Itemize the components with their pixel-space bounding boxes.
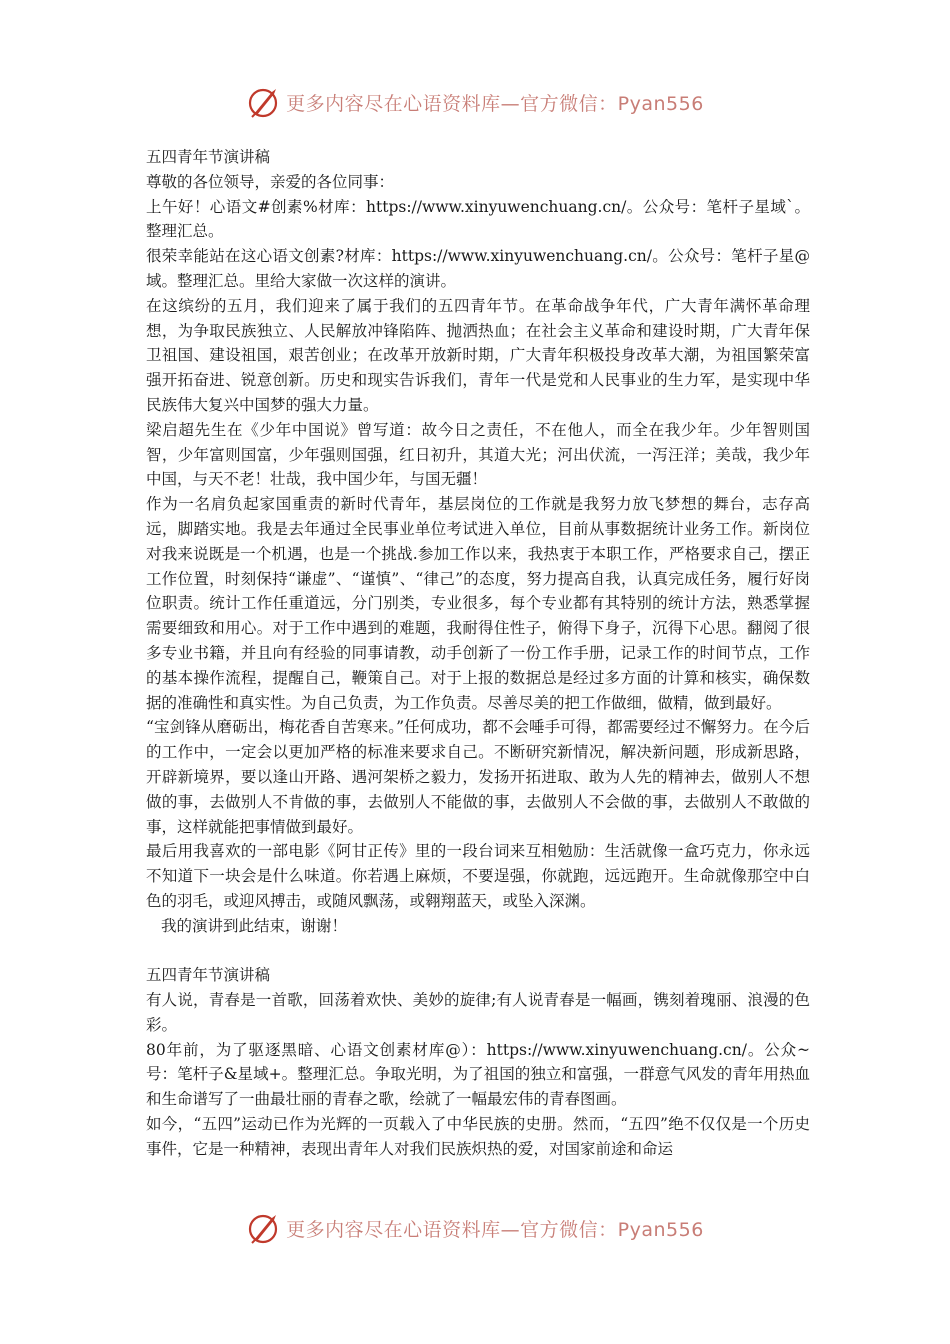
document-body bbox=[146, 145, 810, 1162]
quill-logo-icon bbox=[246, 84, 282, 120]
section-divider bbox=[146, 939, 810, 964]
paragraph: 梁启超先生在《少年中国说》曾写道：故今日之责任，不在他人，而全在我少年。少年智则国智，少年富则国富，少年强则国强，红日初升，其道大光；河出伏流，一泻汪洋；美哉，我少年中国，与天不老！壮哉，我中国少年，与国无疆！ bbox=[146, 420, 810, 489]
paragraph: 80年前，为了驱逐黑暗、心语文创素材库@）：https://www.xinyuwenchuang.cn/。公众~号：笔杆子&星域+。整理汇总。争取光明，为了祖国的独立和富强，一群意气风发的青年用热血和生命谱写了一曲最壮丽的青春之歌，绘就了一幅最宏伟的青春图画。 bbox=[146, 1040, 810, 1109]
paragraph: 很荣幸能站在这心语文创素?材库：https://www.xinyuwenchuang.cn/。公众号：笔杆子星@域。整理汇总。里给大家做一次这样的演讲。 bbox=[146, 247, 810, 290]
paragraph: 上午好！心语文#创素%材库：https://www.xinyuwenchuang.cn/。公众号：笔杆子星域`。整理汇总。 bbox=[146, 197, 810, 241]
paragraph: 如今，“五四”运动已作为光辉的一页载入了中华民族的史册。然而，“五四”绝不仅仅是一个历史事件，它是一种精神，表现出青年人对我们民族炽热的爱，对国家前途和命运 bbox=[146, 1115, 810, 1158]
paragraph: 尊敬的各位领导，亲爱的各位同事： bbox=[146, 172, 395, 191]
paragraph: 作为一名肩负起家国重责的新时代青年，基层岗位的工作就是我努力放飞梦想的舞台，志存高远，脚踏实地。我是去年通过全民事业单位考试进入单位，目前从事数据统计业务工作。新岗位对我来说既是一个机遇，也是一个挑战.参加工作以来，我热衷于本职工作，严格要求自己，摆正工作位置，时刻保持“谦虚”、“谨慎”、“律己”的态度，努力提高自我，认真完成任务，履行好岗位职责。统计工作任重道远，分门别类，专业很多，每个专业都有其特别的统计方法，熟悉掌握需要细致和用心。对于工作中遇到的难题，我耐得住性子，俯得下身子，沉得下心思。翻阅了很多专业书籍，并且向有经验的同事请教，动手创新了一份工作手册，记录工作的时间节点，工作的基本操作流程，提醒自己，鞭策自己。对于上报的数据总是经过多方面的计算和核实，确保数据的准确性和真实性。为自己负责，为工作负责。尽善尽美的把工作做细，做精，做到最好。 bbox=[146, 495, 810, 712]
paragraph: 最后用我喜欢的一部电影《阿甘正传》里的一段台词来互相勉励：生活就像一盒巧克力，你永远不知道下一块会是什么味道。你若遇上麻烦，不要逞强，你就跑，远远跑开。生命就像那空中白色的羽毛，或迎风搏击，或随风飘荡，或翱翔蓝天，或坠入深渊。 bbox=[146, 842, 810, 910]
section-title: 五四青年节演讲稿 bbox=[146, 966, 271, 985]
banner-text: 更多内容尽在心语资料库—官方微信：Pyan556 bbox=[286, 92, 704, 115]
section-title: 五四青年节演讲稿 bbox=[146, 148, 271, 166]
banner-text: 更多内容尽在心语资料库—官方微信：Pyan556 bbox=[286, 1218, 704, 1241]
paragraph: 有人说，青春是一首歌，回荡着欢快、美妙的旋律;有人说青春是一幅画，镌刻着瑰丽、浪漫的色彩。 bbox=[146, 991, 810, 1034]
paragraph: “宝剑锋从磨砺出，梅花香自苦寒来。”任何成功，都不会唾手可得，都需要经过不懈努力。在今后的工作中，一定会以更加严格的标准来要求自己。不断研究新情况，解决新问题，形成新思路，开辟新境界，要以逢山开路、遇河架桥之毅力，发扬开拓进取、敢为人先的精神去，做别人不想做的事，去做别人不肯做的事，去做别人不能做的事，去做别人不会做的事，去做别人不敢做的事，这样就能把事情做到最好。 bbox=[146, 718, 810, 836]
closing-line: 我的演讲到此结束，谢谢！ bbox=[161, 916, 348, 935]
quill-logo-icon bbox=[246, 1210, 282, 1246]
header-banner bbox=[0, 80, 950, 124]
paragraph: 在这缤纷的五月，我们迎来了属于我们的五四青年节。在革命战争年代，广大青年满怀革命理想，为争取民族独立、人民解放冲锋陷阵、抛洒热血；在社会主义革命和建设时期，广大青年保卫祖国、建设祖国，艰苦创业；在改革开放新时期，广大青年积极投身改革大潮，为祖国繁荣富强开拓奋进、锐意创新。历史和现实告诉我们，青年一代是党和人民事业的生力军，是实现中华民族伟大复兴中国梦的强大力量。 bbox=[146, 296, 810, 414]
footer-banner bbox=[0, 1206, 950, 1250]
